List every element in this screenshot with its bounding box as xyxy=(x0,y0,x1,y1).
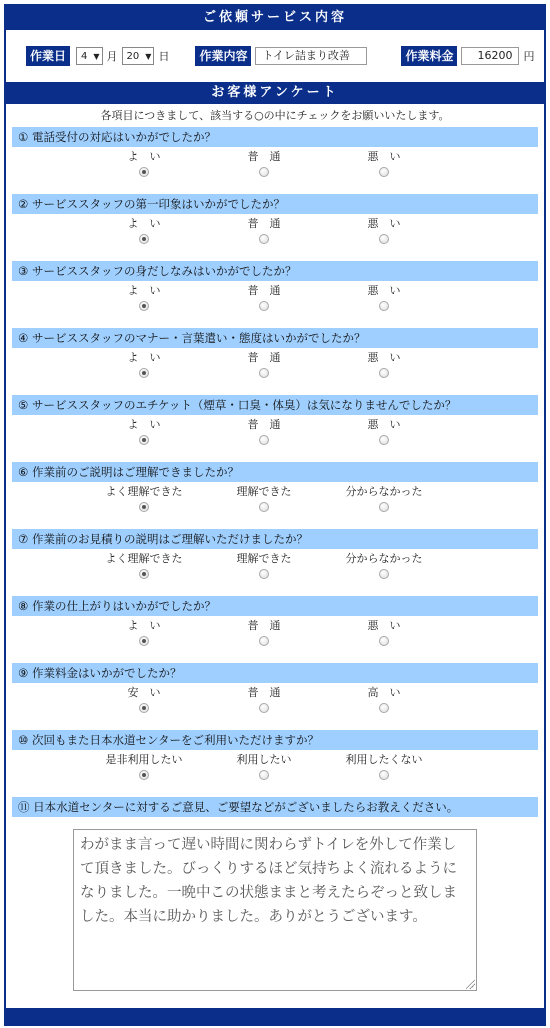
radio-option-label: 理解できた xyxy=(236,485,292,498)
radio-option-label: 利用したくない xyxy=(345,753,423,766)
date-label: 作業日 xyxy=(26,46,70,66)
radio-option-label: 悪 い xyxy=(367,418,401,431)
question-3-options xyxy=(6,281,544,328)
radio-button[interactable] xyxy=(259,368,269,378)
radio-option[interactable] xyxy=(209,485,319,512)
radio-button[interactable] xyxy=(379,703,389,713)
footer-band xyxy=(6,1008,544,1024)
question-2: ② サービススタッフの第一印象はいかがでしたか？ xyxy=(12,194,538,214)
radio-option[interactable] xyxy=(89,753,199,780)
question-9: ⑨ 作業料金はいかがでしたか？ xyxy=(12,663,538,683)
radio-option-label: 普 通 xyxy=(247,351,281,364)
radio-button[interactable] xyxy=(379,636,389,646)
radio-option[interactable] xyxy=(89,217,199,244)
radio-button[interactable] xyxy=(139,234,149,244)
radio-button[interactable] xyxy=(379,234,389,244)
radio-option-label: 普 通 xyxy=(247,150,281,163)
radio-option-label: 悪 い xyxy=(367,619,401,632)
radio-option[interactable] xyxy=(209,351,319,378)
radio-button[interactable] xyxy=(379,770,389,780)
question-7: ⑦ 作業前のお見積りの説明はご理解いただけましたか？ xyxy=(12,529,538,549)
radio-button[interactable] xyxy=(379,167,389,177)
question-6-options xyxy=(6,482,544,529)
radio-button[interactable] xyxy=(259,502,269,512)
radio-option[interactable] xyxy=(329,351,439,378)
radio-button[interactable] xyxy=(139,301,149,311)
radio-option[interactable] xyxy=(209,753,319,780)
radio-option-label: よ い xyxy=(127,284,161,297)
question-7-options xyxy=(6,549,544,596)
radio-button[interactable] xyxy=(139,435,149,445)
radio-option[interactable] xyxy=(209,686,319,713)
radio-option[interactable] xyxy=(329,753,439,780)
question-4-options xyxy=(6,348,544,395)
question-9-options xyxy=(6,683,544,730)
radio-option-label: 高 い xyxy=(367,686,401,699)
radio-option-label: 悪 い xyxy=(367,217,401,230)
radio-button[interactable] xyxy=(379,368,389,378)
question-2-options xyxy=(6,214,544,261)
radio-option-label: よく理解できた xyxy=(105,485,183,498)
radio-option-label: 普 通 xyxy=(247,418,281,431)
radio-option-label: 悪 い xyxy=(367,351,401,364)
radio-button[interactable] xyxy=(259,636,269,646)
radio-button[interactable] xyxy=(259,167,269,177)
radio-option[interactable] xyxy=(89,351,199,378)
chevron-down-icon: ▼ xyxy=(93,51,100,61)
radio-button[interactable] xyxy=(259,435,269,445)
radio-option-label: 安 い xyxy=(127,686,161,699)
radio-option[interactable] xyxy=(89,418,199,445)
radio-option-label: よ い xyxy=(127,351,161,364)
radio-option-label: 普 通 xyxy=(247,686,281,699)
question-10-options xyxy=(6,750,544,797)
radio-option[interactable] xyxy=(329,217,439,244)
question-5-options xyxy=(6,415,544,462)
radio-button[interactable] xyxy=(139,368,149,378)
radio-button[interactable] xyxy=(259,569,269,579)
radio-option-label: 悪 い xyxy=(367,284,401,297)
question-8: ⑧ 作業の仕上がりはいかがでしたか？ xyxy=(12,596,538,616)
radio-option-label: 分からなかった xyxy=(345,552,423,565)
question-5: ⑤ サービススタッフのエチケット（煙草・口臭・体臭）は気になりませんでしたか？ xyxy=(12,395,538,415)
radio-button[interactable] xyxy=(259,703,269,713)
radio-option[interactable] xyxy=(209,150,319,177)
radio-option-label: 悪 い xyxy=(367,150,401,163)
radio-option[interactable] xyxy=(89,686,199,713)
radio-button[interactable] xyxy=(379,569,389,579)
radio-option[interactable] xyxy=(209,418,319,445)
radio-option[interactable] xyxy=(329,418,439,445)
day-value: 20 xyxy=(126,50,140,62)
radio-button[interactable] xyxy=(139,703,149,713)
radio-option-label: よ い xyxy=(127,418,161,431)
radio-option-label: 普 通 xyxy=(247,217,281,230)
service-section-title: ご依頼サービス内容 xyxy=(6,6,544,30)
radio-button[interactable] xyxy=(139,502,149,512)
radio-option[interactable] xyxy=(89,150,199,177)
radio-option-label: よ い xyxy=(127,619,161,632)
question-1: ① 電話受付の対応はいかがでしたか？ xyxy=(12,127,538,147)
radio-button[interactable] xyxy=(139,636,149,646)
radio-option[interactable] xyxy=(89,619,199,646)
question-4: ④ サービススタッフのマナー・言葉遣い・態度はいかがでしたか？ xyxy=(12,328,538,348)
radio-option[interactable] xyxy=(209,619,319,646)
radio-button[interactable] xyxy=(379,435,389,445)
survey-intro: 各項目につきまして、該当する○の中にチェックをお願いいたします。 xyxy=(100,109,450,122)
radio-option[interactable] xyxy=(329,485,439,512)
radio-button[interactable] xyxy=(259,301,269,311)
chevron-down-icon: ▼ xyxy=(145,51,152,61)
radio-option[interactable] xyxy=(89,485,199,512)
question-6: ⑥ 作業前のご説明はご理解できましたか？ xyxy=(12,462,538,482)
comment-text: わがまま言って遅い時間に関わらずトイレを外して作業して頂きました。びっくりするほど気持ちよく流れるようになりました。一晩中この状態ままと考えたらぞっと致しました。本当に助かりました。ありがとうございます。 xyxy=(80,837,457,925)
month-unit: 月 xyxy=(106,50,118,63)
content-label: 作業内容 xyxy=(195,46,251,66)
comment-textarea[interactable] xyxy=(73,829,477,991)
radio-option[interactable] xyxy=(329,552,439,579)
question-list xyxy=(6,127,544,797)
radio-option-label: 利用したい xyxy=(236,753,292,766)
radio-button[interactable] xyxy=(259,770,269,780)
radio-option[interactable] xyxy=(329,284,439,311)
service-details-row xyxy=(6,30,544,82)
radio-option-label: 理解できた xyxy=(236,552,292,565)
radio-option[interactable] xyxy=(209,284,319,311)
radio-option-label: よ い xyxy=(127,217,161,230)
radio-option-label: 分からなかった xyxy=(345,485,423,498)
month-value: 4 xyxy=(81,50,88,62)
fee-unit: 円 xyxy=(523,50,535,63)
radio-option[interactable] xyxy=(329,150,439,177)
comment-question: ⑪ 日本水道センターに対するご意見、ご要望などがございましたらお教えください。 xyxy=(12,797,538,817)
survey-section-title: お客様アンケート xyxy=(6,82,544,104)
survey-form xyxy=(4,4,546,1026)
radio-button[interactable] xyxy=(139,569,149,579)
month-select[interactable] xyxy=(76,47,103,65)
radio-option-label: 是非利用したい xyxy=(105,753,183,766)
radio-option[interactable] xyxy=(329,619,439,646)
radio-button[interactable] xyxy=(259,234,269,244)
radio-button[interactable] xyxy=(139,770,149,780)
day-unit: 日 xyxy=(158,50,170,63)
question-3: ③ サービススタッフの身だしなみはいかがでしたか？ xyxy=(12,261,538,281)
radio-option[interactable] xyxy=(329,686,439,713)
question-8-options xyxy=(6,616,544,663)
radio-option[interactable] xyxy=(209,552,319,579)
radio-button[interactable] xyxy=(379,502,389,512)
radio-option-label: 普 通 xyxy=(247,619,281,632)
question-1-options xyxy=(6,147,544,194)
day-select[interactable] xyxy=(122,47,155,65)
resize-handle-icon[interactable] xyxy=(466,980,475,989)
radio-option[interactable] xyxy=(209,217,319,244)
radio-button[interactable] xyxy=(139,167,149,177)
radio-option[interactable] xyxy=(89,552,199,579)
radio-option-label: よ い xyxy=(127,150,161,163)
content-field[interactable]: トイレ詰まり改善 xyxy=(255,47,367,65)
radio-button[interactable] xyxy=(379,301,389,311)
question-10: ⑩ 次回もまた日本水道センターをご利用いただけますか？ xyxy=(12,730,538,750)
fee-field[interactable]: 16200 xyxy=(461,47,519,65)
radio-option-label: よく理解できた xyxy=(105,552,183,565)
radio-option-label: 普 通 xyxy=(247,284,281,297)
radio-option[interactable] xyxy=(89,284,199,311)
fee-label: 作業料金 xyxy=(401,46,457,66)
